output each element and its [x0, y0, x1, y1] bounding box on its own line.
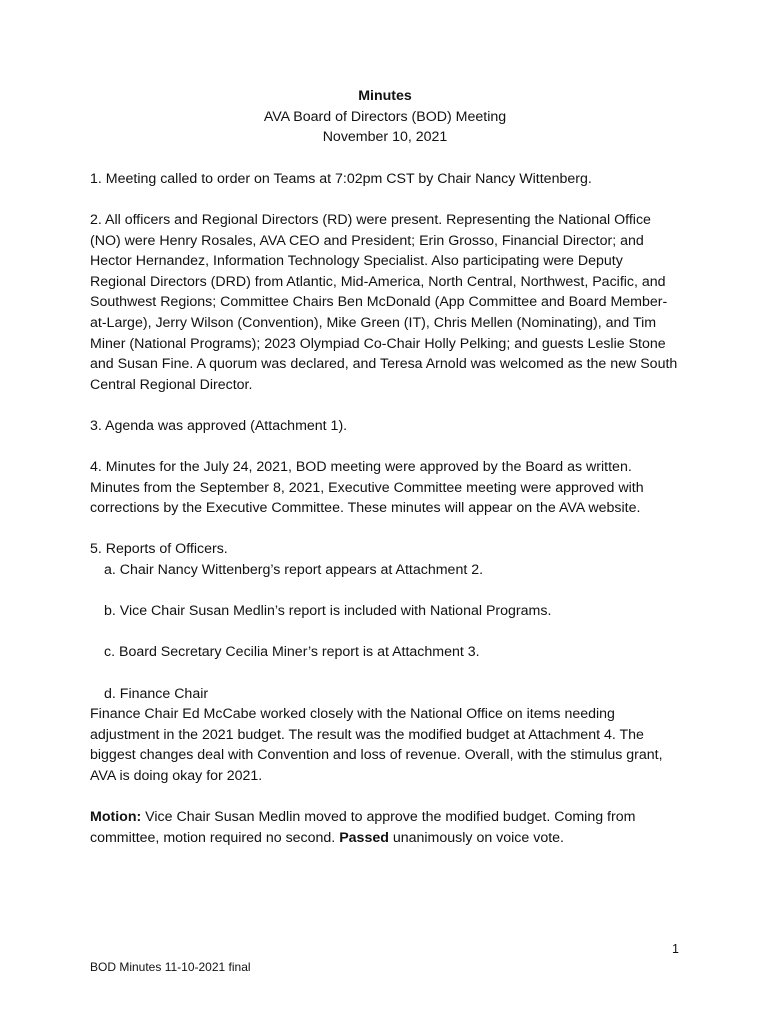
meeting-name: AVA Board of Directors (BOD) Meeting	[263, 108, 507, 125]
minutes-item-4: 4. Minutes for the July 24, 2021, BOD meeting were approved by the Board as written. Minutes from the September 8, 2021, Executive Committee meeting were approved with corrections by the Executive Committee. These minutes will appear on the AVA website.	[90, 459, 644, 517]
page-number: 1	[672, 942, 679, 956]
document-body	[90, 86, 680, 869]
motion-passed: Passed	[339, 829, 389, 846]
motion-text: Vice Chair Susan Medlin moved to approve the modified budget. Coming from committee, motion required no second.	[90, 809, 636, 846]
motion-result-text: unanimously on voice vote.	[388, 829, 564, 846]
minutes-item-5d-heading: d. Finance Chair	[104, 685, 209, 702]
meeting-date: November 10, 2021	[322, 129, 448, 146]
motion-paragraph	[90, 807, 680, 848]
document-header	[90, 86, 680, 148]
minutes-item-5b: b. Vice Chair Susan Medlin’s report is included with National Programs.	[104, 603, 552, 620]
minutes-item-3: 3. Agenda was approved (Attachment 1).	[90, 417, 348, 434]
minutes-item-5c: c. Board Secretary Cecilia Miner’s report is at Attachment 3.	[104, 644, 480, 661]
minutes-item-5-heading: 5. Reports of Officers.	[90, 541, 228, 558]
minutes-item-1: 1. Meeting called to order on Teams at 7:02pm CST by Chair Nancy Wittenberg.	[90, 170, 592, 187]
minutes-item-2: 2. All officers and Regional Directors (RD) were present. Representing the National Office (NO) were Henry Rosales, AVA CEO and President; Erin Grosso, Financial Director; and Hector Hernandez, Information Technology Specialist. Also participating were Deputy Regional Directors (DRD) from Atlantic, Mid-America, North Central, Northwest, Pacific, and Southwest Regions; Committee Chairs Ben McDonald (App Committee and Board Member-at-Large), Jerry Wilson (Convention), Mike Green (IT), Chris Mellen (Nominating), and Tim Miner (National Programs); 2023 Olympiad Co-Chair Holly Pelking; and guests Leslie Stone and Susan Fine. A quorum was declared, and Teresa Arnold was welcomed as the new South Central Regional Director.	[90, 211, 678, 393]
motion-label: Motion:	[90, 809, 142, 826]
minutes-item-5a: a. Chair Nancy Wittenberg’s report appears at Attachment 2.	[104, 562, 484, 579]
document-footer: BOD Minutes 11-10-2021 final	[90, 960, 251, 974]
document-title: Minutes	[358, 88, 412, 104]
minutes-item-5d-body: Finance Chair Ed McCabe worked closely with the National Office on items needing adjustment in the 2021 budget. The result was the modified budget at Attachment 4. The biggest changes deal with Convention and loss of revenue. Overall, with the stimulus grant, AVA is doing okay for 2021.	[90, 706, 663, 784]
